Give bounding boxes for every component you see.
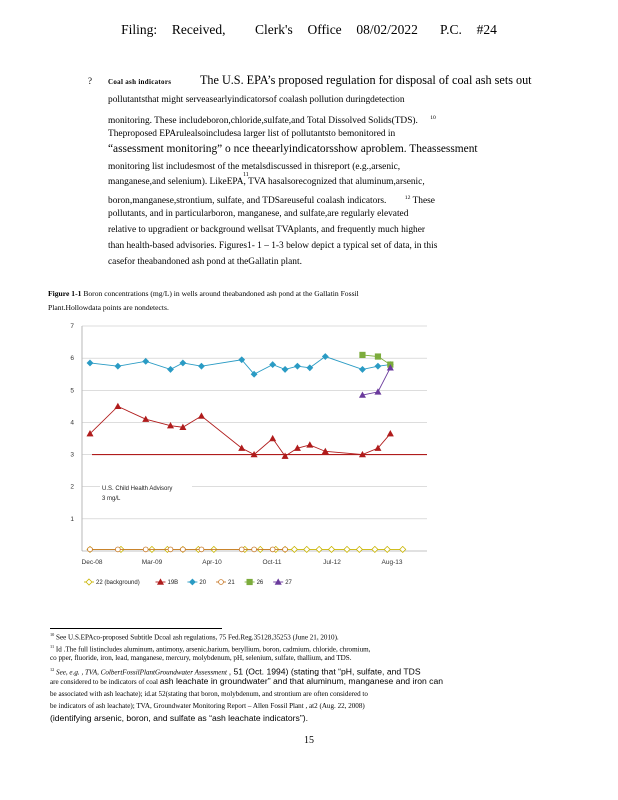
page-number: 15 <box>304 735 314 746</box>
data-point <box>322 354 328 360</box>
filing-header: Filing: Received, Clerk's Office 08/02/2022 P.C. #24 <box>121 22 497 37</box>
data-point <box>387 431 393 436</box>
bullet-lead-label: Coal ash indicators <box>108 78 172 86</box>
footnote-number: 10 <box>50 632 55 637</box>
data-point <box>143 358 149 364</box>
data-point <box>87 360 93 366</box>
figure-caption-text: Boron concentrations (mg/L) in wells around theabandoned ash pond at the Gallatin Fossil <box>83 289 359 298</box>
data-point <box>375 354 380 359</box>
advisory-label-line-2: 3 mg/L <box>102 496 121 502</box>
bullet-line-text: monitoring. These includeboron,chloride,sulfate,and Total Dissolved Solids(TDS). <box>108 116 418 127</box>
footnote-ref: 11 <box>243 172 249 178</box>
data-point <box>198 363 204 369</box>
x-tick-label: Oct-11 <box>262 559 282 566</box>
legend-label: 19B <box>167 580 179 586</box>
legend-label: 21 <box>228 580 235 586</box>
data-point <box>359 366 365 372</box>
x-tick-label: Jul-12 <box>323 559 341 566</box>
data-point <box>304 546 310 552</box>
legend-item <box>187 579 206 586</box>
data-point <box>239 547 244 552</box>
data-point <box>283 547 288 552</box>
data-point <box>88 547 93 552</box>
footnote-12-cont-3: be indicators of ash leachate); TVA, Groundwater Monitoring Report – Allen Fossil Plant , at2 (Aug. 22, 2008) <box>50 702 365 710</box>
footnote-divider <box>50 628 222 629</box>
data-point <box>322 448 328 453</box>
data-point <box>115 363 121 369</box>
data-point <box>143 547 148 552</box>
data-point <box>400 546 406 552</box>
legend-item <box>216 580 235 586</box>
data-point <box>252 547 257 552</box>
legend-item <box>245 579 264 586</box>
data-point <box>168 366 174 372</box>
y-tick-label: 7 <box>70 323 74 330</box>
x-tick-label: Dec-08 <box>81 559 103 566</box>
footnote-number: 11 <box>50 644 55 649</box>
y-tick-label: 2 <box>70 483 74 491</box>
bullet-line-2: pollutantsthat might serveasearlyindicatorsof coalash pollution duringdetection <box>108 95 405 105</box>
bullet-line-9: pollutants, and in particularboron, manganese, and sulfate,are regularly elevated <box>108 209 409 219</box>
data-point <box>307 365 313 371</box>
data-point <box>180 547 185 552</box>
data-point <box>270 436 276 441</box>
bullet-line-1 <box>108 74 552 88</box>
bullet-marker: ? <box>88 76 92 86</box>
bullet-line-5: “assessment monitoring” o nce theearlyindicatorsshow aproblem. Theassessment <box>108 143 478 155</box>
series-19B <box>87 403 393 458</box>
footnote-10 <box>50 630 580 642</box>
x-tick-label: Apr-10 <box>202 559 222 566</box>
data-point <box>168 547 173 552</box>
bullet-line-11: than health-based advisories. Figures1- 1 – 1-3 below depict a typical set of data, in this <box>108 241 438 251</box>
data-point <box>115 547 120 552</box>
data-point <box>291 546 297 552</box>
figure-caption-line-1 <box>48 289 568 298</box>
y-tick-label: 4 <box>70 419 74 427</box>
data-point <box>180 360 186 366</box>
boron-chart <box>62 320 432 596</box>
y-tick-label: 5 <box>70 387 74 395</box>
legend-swatch-marker <box>219 580 224 585</box>
bullet-line-text: manganese,and selenium). LikeEPA, TVA hasalsorecognized that aluminum,arsenic, <box>108 177 425 187</box>
x-tick-label: Aug-13 <box>381 559 403 566</box>
data-point <box>344 546 350 552</box>
footnote-12-cont-4: (identifying arsenic, boron, and sulfate as “ash leachate indicators”). <box>50 713 308 723</box>
footnote-12-cont-2: be associated with ash leachate); id.at 52(stating that boron, molybdenum, and strontium are often considered to <box>50 690 368 698</box>
legend-label: 20 <box>199 580 207 586</box>
figure-label: Figure 1-1 <box>48 289 82 298</box>
advisory-label-line-1: U.S. Child Health Advisory <box>102 486 173 492</box>
data-point <box>375 389 381 394</box>
bullet-line-4: Theproposed EPArulealsoincludesa larger list of pollutantsto bemonitored in <box>108 129 396 139</box>
data-point <box>270 547 275 552</box>
data-point <box>384 546 390 552</box>
legend-item <box>156 579 179 586</box>
bullet-line-8 <box>108 192 552 207</box>
data-point <box>307 442 313 447</box>
x-tick-label: Mar-09 <box>141 559 163 566</box>
data-point <box>372 546 378 552</box>
footnote-12-cont-1 <box>50 677 580 687</box>
data-point <box>198 413 204 418</box>
y-tick-label: 6 <box>70 355 74 363</box>
data-point <box>199 547 204 552</box>
y-tick-label: 3 <box>70 451 74 459</box>
footnote-ref: 12 <box>404 195 411 201</box>
bullet-line-10: relative to upgradient or background wellsat TVAplants, and frequently much higher <box>108 225 426 235</box>
legend-label: 26 <box>256 580 264 586</box>
legend-item <box>84 579 140 586</box>
bullet-line-text: The U.S. EPA’s proposed regulation for disposal of coal ash sets out <box>199 73 532 87</box>
legend-label: 22 (background) <box>96 580 140 586</box>
series-20 <box>87 354 393 378</box>
footnote-number: 12 <box>50 667 55 672</box>
bullet-line-6: monitoring list includesmost of the metalsdiscussed in thisreport (e.g.,arsenic, <box>108 162 401 172</box>
y-tick-label: 1 <box>70 515 74 523</box>
data-point <box>375 363 381 369</box>
legend-swatch-marker <box>189 579 195 585</box>
data-point <box>115 403 121 408</box>
data-point <box>282 366 288 372</box>
bullet-line-3 <box>108 112 552 127</box>
data-point <box>316 546 322 552</box>
legend-label: 27 <box>285 580 292 586</box>
footnote-text: Id .The full listincludes aluminum, antimony, arsenic,barium, beryllium, boron, cadmium, chloride, chromium, <box>55 645 371 654</box>
footnote-text: are considered to be indicators of coal <box>50 678 158 686</box>
legend-swatch-marker <box>86 579 92 585</box>
series-line <box>362 368 390 395</box>
data-point <box>270 362 276 368</box>
data-point <box>294 363 300 369</box>
legend-item <box>273 579 292 586</box>
bullet-line-text: boron,manganese,strontium, sulfate, and TDSareuseful coalash indicators. <box>108 196 387 207</box>
bullet-line-12: casefor theabandoned ash pond at theGallatin plant. <box>108 257 302 267</box>
bullet-line-7 <box>108 176 552 188</box>
footnote-tail: , 51 (Oct. 1994) (stating that “pH, sulfate, and TDS <box>228 666 421 677</box>
figure-caption-line-2: Plant.Hollowdata points are nondetects. <box>48 303 169 312</box>
data-point <box>329 546 335 552</box>
bullet-line-tail: These <box>412 196 435 207</box>
data-point <box>356 546 362 552</box>
legend-swatch-marker <box>247 579 252 584</box>
footnote-text: See, e.g. , TVA, ColbertFossilPlantGroundwater Assessment <box>56 668 227 677</box>
footnote-11 <box>50 642 580 654</box>
data-point <box>143 416 149 421</box>
footnote-ref: 10 <box>430 115 436 121</box>
footnote-11-cont: co pper, fluoride, iron, lead, manganese, mercury, molybdenum, pH, selenium, sulfate, thallium, and TDS. <box>50 654 352 662</box>
data-point <box>360 352 365 357</box>
footnote-tail: ash leachate in groundwater” and that aluminum, manganese and iron can <box>159 676 444 686</box>
footnote-text: See U.S.EPAco-proposed Subtitle Dcoal ash regulations, 75 Fed.Reg.35128,35253 (June 21, 2010). <box>56 633 339 642</box>
